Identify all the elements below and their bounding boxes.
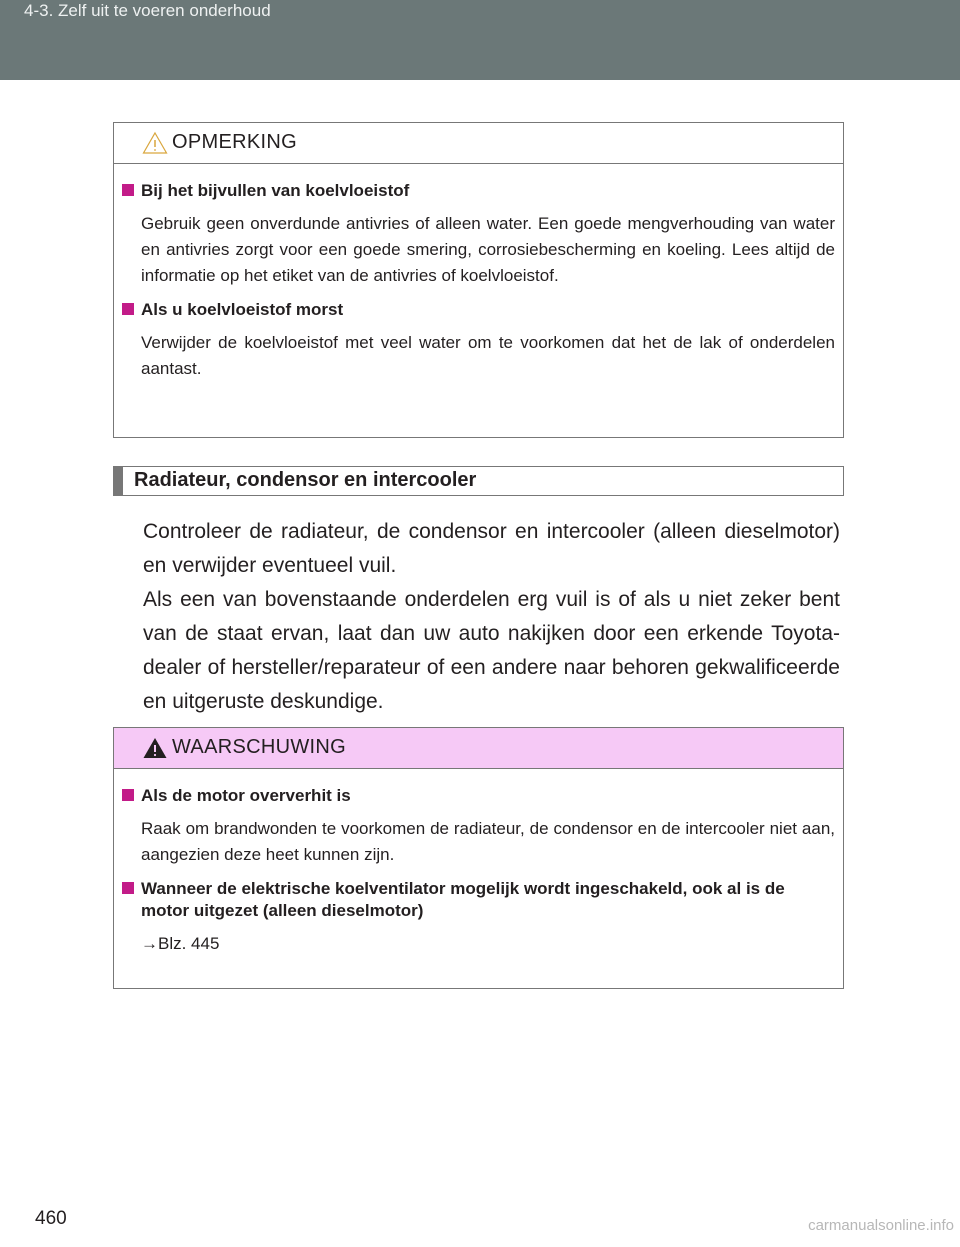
notice-box <box>113 122 844 438</box>
notice-item-title: Bij het bijvullen van koelvloeistof <box>122 180 835 202</box>
notice-item-title: Als u koelvloeistof morst <box>122 299 835 321</box>
notice-label: OPMERKING <box>172 131 297 153</box>
warning-item-text: Raak om brandwonden te voorkomen de radiateur, de condensor en de intercooler niet aan, aangezien deze heet kunnen zijn. <box>141 819 835 864</box>
notice-header <box>114 123 843 164</box>
warning-header <box>114 728 843 769</box>
bullet-square-icon <box>122 303 134 315</box>
warning-label: WAARSCHUWING <box>172 736 346 758</box>
section-title: Radiateur, condensor en intercooler <box>134 469 477 491</box>
watermark: carmanualsonline.info <box>808 1217 954 1234</box>
warning-outline-icon <box>142 131 168 160</box>
warning-box <box>113 727 844 989</box>
chapter-title: 4-3. Zelf uit te voeren onderhoud <box>24 1 271 20</box>
page-reference-link[interactable]: →Blz. 445 <box>141 934 220 953</box>
warning-item-title: Wanneer de elektrische koelventilator mogelijk wordt ingeschakeld, ook al is de motor uitgezet (alleen dieselmotor) <box>122 878 835 922</box>
heading-bar <box>114 467 123 495</box>
warning-item-title: Als de motor oververhit is <box>122 785 835 807</box>
bullet-square-icon <box>122 882 134 894</box>
body-paragraph: Controleer de radiateur, de condensor en intercooler (alleen dieselmotor) en verwijder eventueel vuil. <box>143 520 840 577</box>
notice-item-text: Gebruik geen onverdunde antivries of alleen water. Een goede mengverhouding van water en antivries zorgt voor een goede smering, corrosiebescherming en koeling. Lees altijd de informatie op het etiket van de antivries of koelvloeistof. <box>141 214 835 285</box>
bullet-square-icon <box>122 184 134 196</box>
page-number: 460 <box>35 1208 67 1229</box>
section-heading <box>113 466 844 496</box>
body-paragraph: Als een van bovenstaande onderdelen erg vuil is of als u niet zeker bent van de staat ervan, laat dan uw auto nakijken door een erkende Toyota-dealer of hersteller/reparateur of een andere naar behoren gekwalificeerde en uitgeruste deskundige. <box>143 588 840 713</box>
notice-item-text: Verwijder de koelvloeistof met veel water om te voorkomen dat het de lak of onderdelen aantast. <box>141 333 835 378</box>
chapter-header <box>0 0 960 80</box>
bullet-square-icon <box>122 789 134 801</box>
warning-filled-icon <box>142 736 168 765</box>
section-body <box>143 515 840 719</box>
